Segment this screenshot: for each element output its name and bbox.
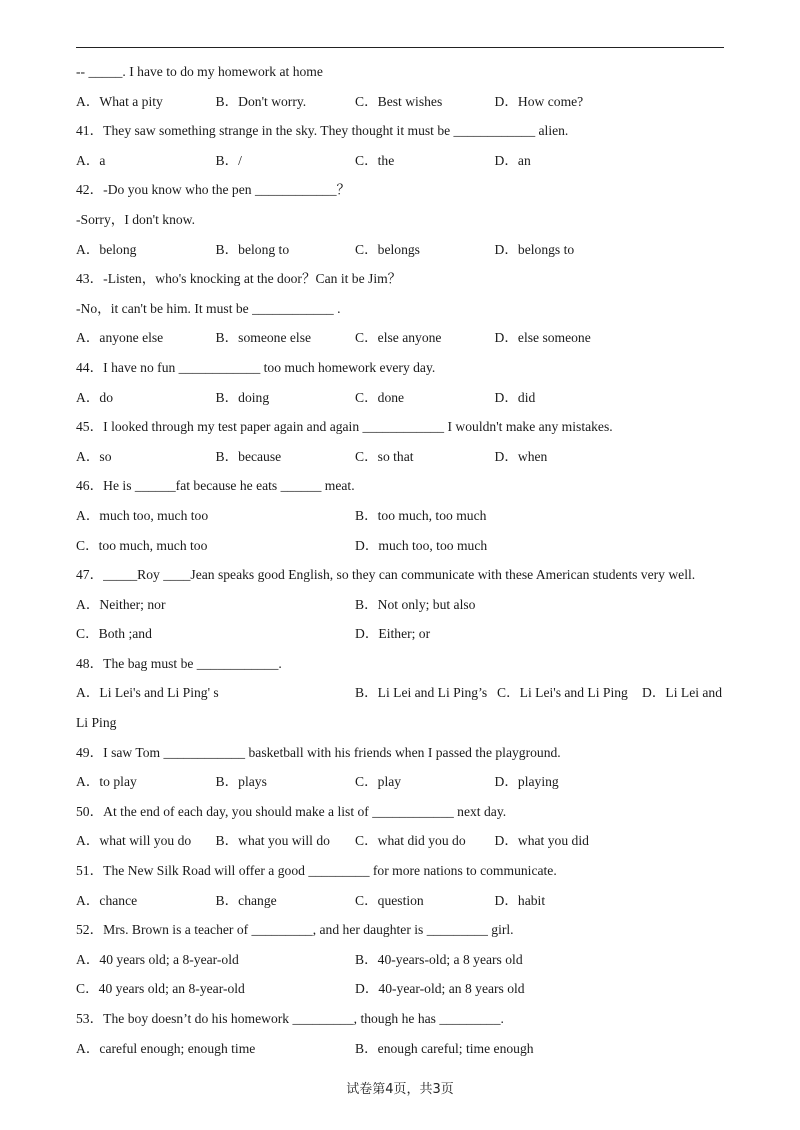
question-42-reply: -Sorry，I don't know. [76,211,195,227]
question-41-options [76,146,724,176]
option-b[interactable]: B．what you will do [215,833,330,849]
question-47-stem: 47．_____Roy ____Jean speaks good English, so they can communicate with these American students very well. [76,567,696,583]
question-52-options-row-1 [76,945,724,975]
option-a[interactable]: A．so [76,448,112,464]
question-49-options [76,767,724,797]
option-a[interactable]: A．chance [76,892,138,908]
option-d[interactable]: D．an [494,152,531,168]
question-50-options [76,826,724,856]
question-45-stem: 45．I looked through my test paper again and again ____________ I wouldn't make any mistakes. [76,419,613,435]
option-a[interactable]: A．What a pity [76,93,163,109]
question-43-reply: -No，it can't be him. It must be ____________ . [76,300,341,316]
option-c[interactable]: C．Both ;and [76,626,152,642]
option-a[interactable]: A．40 years old; a 8-year-old [76,951,239,967]
question-43-stem: 43．-Listen，who's knocking at the door？Can it be Jim？ [76,271,402,287]
option-d[interactable]: D．Either; or [355,626,431,642]
question-52-options-row-2 [76,974,724,1004]
option-b[interactable]: B．someone else [215,330,312,346]
question-46-stem: 46．He is ______fat because he eats ______ meat. [76,478,355,494]
question-46-options-row-1 [76,501,724,531]
option-b[interactable]: B．40-years-old; a 8 years old [355,951,523,967]
option-b[interactable]: B．because [215,448,282,464]
option-b[interactable]: B．Don't worry. [215,93,307,109]
option-a[interactable]: A．to play [76,774,137,790]
question-53-options-row-1 [76,1034,724,1064]
option-d[interactable]: D．Li Lei and [642,685,723,701]
option-c[interactable]: C．question [355,892,424,908]
option-d[interactable]: D．much too, too much [355,537,488,553]
option-c[interactable]: C．so that [355,448,414,464]
option-b[interactable]: B．Li Lei and Li Ping’s [355,685,488,701]
option-a[interactable]: A．anyone else [76,330,164,346]
option-c[interactable]: C．Li Lei's and Li Ping [497,685,628,701]
question-44-options [76,383,724,413]
option-c[interactable]: C．Best wishes [355,93,443,109]
option-b[interactable]: B．Not only; but also [355,596,476,612]
option-a[interactable]: A．do [76,389,114,405]
question-50-stem: 50．At the end of each day, you should make a list of ____________ next day. [76,803,507,819]
question-44-stem: 44．I have no fun ____________ too much homework every day. [76,359,436,375]
option-d[interactable]: D．How come? [494,93,584,109]
question-49-stem: 49．I saw Tom ____________ basketball with his friends when I passed the playground. [76,744,561,760]
question-46-options-row-2 [76,531,724,561]
options-row [76,87,724,117]
page-footer: 试卷第4页，共3页 [346,1082,454,1097]
option-d[interactable]: D．belongs to [494,241,575,257]
option-a[interactable]: A．Li Lei's and Li Ping' s [76,685,219,701]
option-a[interactable]: A．what will you do [76,833,192,849]
option-d[interactable]: D．when [494,448,548,464]
option-b[interactable]: B．too much, too much [355,507,487,523]
question-43-options [76,323,724,353]
question-42-options [76,235,724,265]
option-c[interactable]: C．belongs [355,241,420,257]
question-51-stem: 51．The New Silk Road will offer a good _________ for more nations to communicate. [76,863,557,879]
question-53-stem: 53．The boy doesn’t do his homework _________, though he has _________. [76,1011,504,1026]
question-52-stem: 52．Mrs. Brown is a teacher of _________, and her daughter is _________ girl. [76,922,514,938]
option-b[interactable]: B．doing [215,389,270,405]
option-c[interactable]: C．done [355,389,405,405]
option-c[interactable]: C．what did you do [355,833,466,849]
option-d[interactable]: D．habit [494,892,546,908]
option-d[interactable]: D．did [494,389,536,405]
option-d-continued: Li Ping [76,715,117,731]
question-47-options-row-1 [76,590,724,620]
option-b[interactable]: B．/ [215,152,242,168]
option-a[interactable]: A．a [76,152,106,168]
option-c[interactable]: C．else anyone [355,330,442,346]
question-47-options-row-2 [76,619,724,649]
option-b[interactable]: B．belong to [215,241,290,257]
option-d[interactable]: D．playing [494,774,559,790]
option-c[interactable]: C．play [355,774,402,790]
option-d[interactable]: D．else someone [494,330,591,346]
header-rule [76,47,724,48]
option-c[interactable]: C．40 years old; an 8-year-old [76,981,245,997]
option-a[interactable]: A．Neither; nor [76,596,166,612]
question-stem: -- _____. I have to do my homework at home [76,64,323,79]
option-a[interactable]: A．much too, much too [76,507,209,523]
option-a[interactable]: A．careful enough; enough time [76,1040,256,1056]
question-list [76,57,724,1063]
question-41-stem: 41．They saw something strange in the sky. They thought it must be ____________ alien. [76,123,569,139]
question-48-options [76,678,724,708]
question-45-options [76,442,724,472]
option-b[interactable]: B．change [215,892,277,908]
option-b[interactable]: B．plays [215,774,267,790]
question-48-stem: 48．The bag must be ____________. [76,655,282,671]
option-a[interactable]: A．belong [76,241,137,257]
option-b[interactable]: B．enough careful; time enough [355,1040,534,1056]
question-42-stem: 42．-Do you know who the pen ____________？ [76,182,351,198]
option-c[interactable]: C．the [355,152,395,168]
option-d[interactable]: D．40-year-old; an 8 years old [355,981,525,997]
question-51-options [76,886,724,916]
option-d[interactable]: D．what you did [494,833,589,849]
option-c[interactable]: C．too much, much too [76,537,208,553]
